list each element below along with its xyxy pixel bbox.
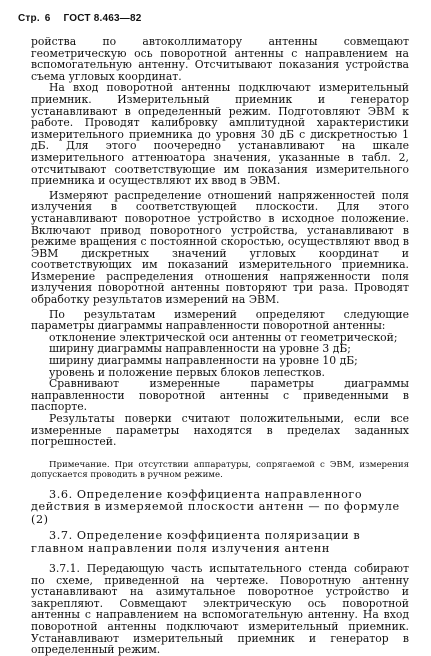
subsection-3-7-1: 3.7.1. Передающую часть испытательного стенда собирают по схеме, приведенной на чертеже. Поворотную антенну устанавливают на азимутальное поворотное устройство и закрепляют. Совмещают электрическую ось поворотной антенны с направлением на вспомогательную антенну. На вход поворотной антенны подключают измерительный приемник. Устанавливают измерительный приемник и генератор в определенный режим. [31,562,409,656]
page-number: 6 [44,13,51,24]
document-body [31,36,409,656]
paragraph-measurement: Измеряют распределение отношений напряженностей поля излучения в соответствующей плоскости. Для этого устанавливают поворотное устройство в исходное положение. Включают привод поворотного устройства, устанавливают в режиме вращения с постоянной скоростью, осуществляют ввод в ЭВМ дискретных значений угловых координат и соответствующих им показаний измерительного приемника. Измерение распределения отношения напряженности поля излучения поворотной антенны повторяют три раза. Проводят обработку результатов измерений на ЭВМ. [31,188,409,307]
page-header [18,13,141,24]
paragraph-comparison: Сравнивают измеренные параметры диаграммы направленности поворотной антенны с приведенными в паспорте. [31,377,409,414]
list-item-sidelobes: уровень и положение первых блоков лепестков. [49,365,325,379]
paragraph-calibration: На вход поворотной антенны подключают измерительный приемник. Измерительный приемник и генератор устанавливают в определенный режим. Подготовляют ЭВМ к работе. Проводят калибровку амплитудной характеристики измерительного приемника до уровня 30 дБ с дискретностью 1 дБ. Для этого поочередно устанавливают на шкале измерительного аттенюатора значения, указанные в табл. 2, отсчитывают соответствующие им показания измерительного приемника и осуществляют их ввод в ЭВМ. [31,81,409,188]
note: Примечание. При отсутствии аппаратуры, сопрягаемой с ЭВМ, измерения допускается проводить в ручном режиме. [31,459,409,481]
list-item-axis-deviation: отклонение электрической оси антенны от геометрической; [49,330,398,344]
section-heading-3-6: 3.6. Определение коэффициента направленного действия в измеряемой плоскости антенн — по формуле (2) [31,487,400,526]
page-prefix: Стр. [18,13,40,24]
paragraph-parameters-intro: По результатам измерений определяют следующие параметры диаграммы направленности поворотной антенны: [31,307,409,333]
paragraph-results: Результаты поверки считают положительными, если все измеренные параметры находятся в пределах заданных погрешностей. [31,412,409,449]
standard-designation: ГОСТ 8.463—82 [63,13,142,24]
paragraph-continuation: ройства по автоколлиматору антенны совмещают геометрическую ось поворотной антенны с направлением на вспомогательную антенну. Отсчитывают показания устройства съема угловых координат. [31,35,409,83]
section-heading-3-7: 3.7. Определение коэффициента поляризации в главном направлении поля излучения антенн [31,529,361,555]
list-item-width-10db: ширину диаграммы направленности на уровне 10 дБ; [49,354,358,368]
list-item-width-3db: ширину диаграммы направленности на уровне 3 дБ; [49,342,351,356]
